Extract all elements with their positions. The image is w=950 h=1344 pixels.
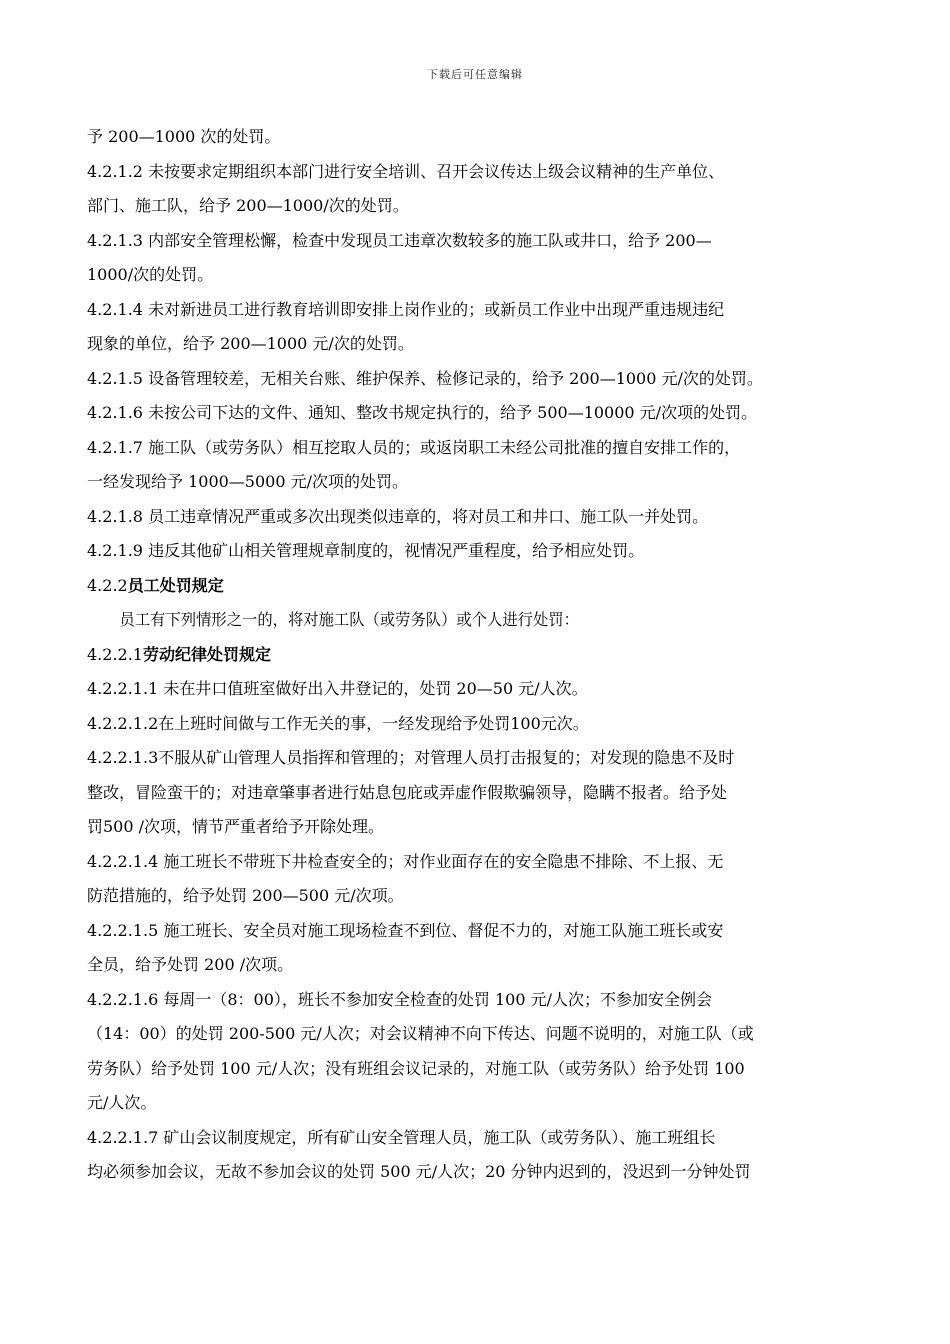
text-line: 防范措施的，给予处罚 200—500 元/次项。 xyxy=(87,886,404,905)
text-line: 4.2.1.6 未按公司下达的文件、通知、整改书规定执行的，给予 500—10000 元/次项的处罚。 xyxy=(87,403,758,422)
text-line: 全员，给予处罚 200 /次项。 xyxy=(87,955,294,974)
text-line: 4.2.1.8 员工违章情况严重或多次出现类似违章的，将对员工和井口、施工队一并处罚。 xyxy=(87,506,709,526)
text-line: 4.2.2.1.3不服从矿山管理人员指挥和管理的；对管理人员打击报复的；对发现的隐患不及时 xyxy=(87,748,735,767)
section-number: 4.2.2.1 xyxy=(87,644,143,664)
text-line: （14：00）的处罚 200-500 元/人次；对会议精神不向下传达、问题不说明的，对施工队（或 xyxy=(87,1024,754,1043)
text-line: 4.2.1.7 施工队（或劳务队）相互挖取人员的；或返岗职工未经公司批准的擅自安排工作的， xyxy=(87,437,741,457)
text-line: 员工有下列情形之一的，将对施工队（或劳务队）或个人进行处罚： xyxy=(119,610,579,629)
text-line: 一经发现给予 1000—5000 元/次项的处罚。 xyxy=(87,472,409,491)
text-line: 整改，冒险蛮干的；对违章肇事者进行姑息包庇或弄虚作假欺骗领导，隐瞒不报者。给予处 xyxy=(87,782,728,802)
text-line: 4.2.2.1.6 每周一（8：00），班长不参加安全检查的处罚 100 元/人次；不参加安全例会 xyxy=(87,989,712,1009)
text-line: 4.2.1.3 内部安全管理松懈，检查中发现员工违章次数较多的施工队或井口，给予 200— xyxy=(87,230,712,250)
text-line: 劳务队）给予处罚 100 元/人次；没有班组会议记录的，对施工队（或劳务队）给予处罚 100 xyxy=(87,1058,745,1078)
text-line: 4.2.1.9 违反其他矿山相关管理规章制度的，视情况严重程度，给予相应处罚。 xyxy=(87,541,645,560)
text-line: 元/人次。 xyxy=(87,1093,157,1112)
section-title: 劳动纪律处罚规定 xyxy=(142,644,271,664)
text-line: 4.2.1.5 设备管理较差，无相关台账、维护保养、检修记录的，给予 200—1000 元/次的处罚。 xyxy=(87,368,763,388)
section-heading xyxy=(87,569,877,604)
text-line: 均必须参加会议，无故不参加会议的处罚 500 元/人次；20 分钟内迟到的，没迟到一分钟处罚 xyxy=(87,1162,751,1181)
section-title: 员工处罚规定 xyxy=(127,575,224,595)
text-line: 4.2.2.1.4 施工班长不带班下井检查安全的；对作业面存在的安全隐患不排除、不上报、无 xyxy=(87,851,724,871)
section-number: 4.2.2 xyxy=(87,575,128,595)
text-line: 4.2.2.1.5 施工班长、安全员对施工现场检查不到位、督促不力的，对施工队施工班长或安 xyxy=(87,920,724,940)
text-line: 4.2.1.4 未对新进员工进行教育培训即安排上岗作业的；或新员工作业中出现严重违规违纪 xyxy=(87,299,725,319)
text-line: 予 200—1000 次的处罚。 xyxy=(87,127,281,146)
text-line: 1000/次的处罚。 xyxy=(87,265,214,284)
text-line: 罚500 /次项，情节严重者给予开除处理。 xyxy=(87,817,385,836)
text-line: 4.2.1.2 未按要求定期组织本部门进行安全培训、召开会议传达上级会议精神的生产单位、 xyxy=(87,161,725,181)
text-line: 部门、施工队，给予 200—1000/次的处罚。 xyxy=(87,196,409,215)
text-line: 现象的单位，给予 200—1000 元/次的处罚。 xyxy=(87,334,414,353)
page-header: 下载后可任意编辑 xyxy=(427,68,523,81)
document-body xyxy=(87,120,877,1190)
text-line: 4.2.2.1.1 未在井口值班室做好出入井登记的，处罚 20—50 元/人次。 xyxy=(87,679,588,698)
text-line: 4.2.2.1.2在上班时间做与工作无关的事，一经发现给予处罚100元次。 xyxy=(87,713,589,733)
section-heading xyxy=(87,638,877,673)
text-line: 4.2.2.1.7 矿山会议制度规定，所有矿山安全管理人员，施工队（或劳务队）、施工班组长 xyxy=(87,1127,716,1147)
